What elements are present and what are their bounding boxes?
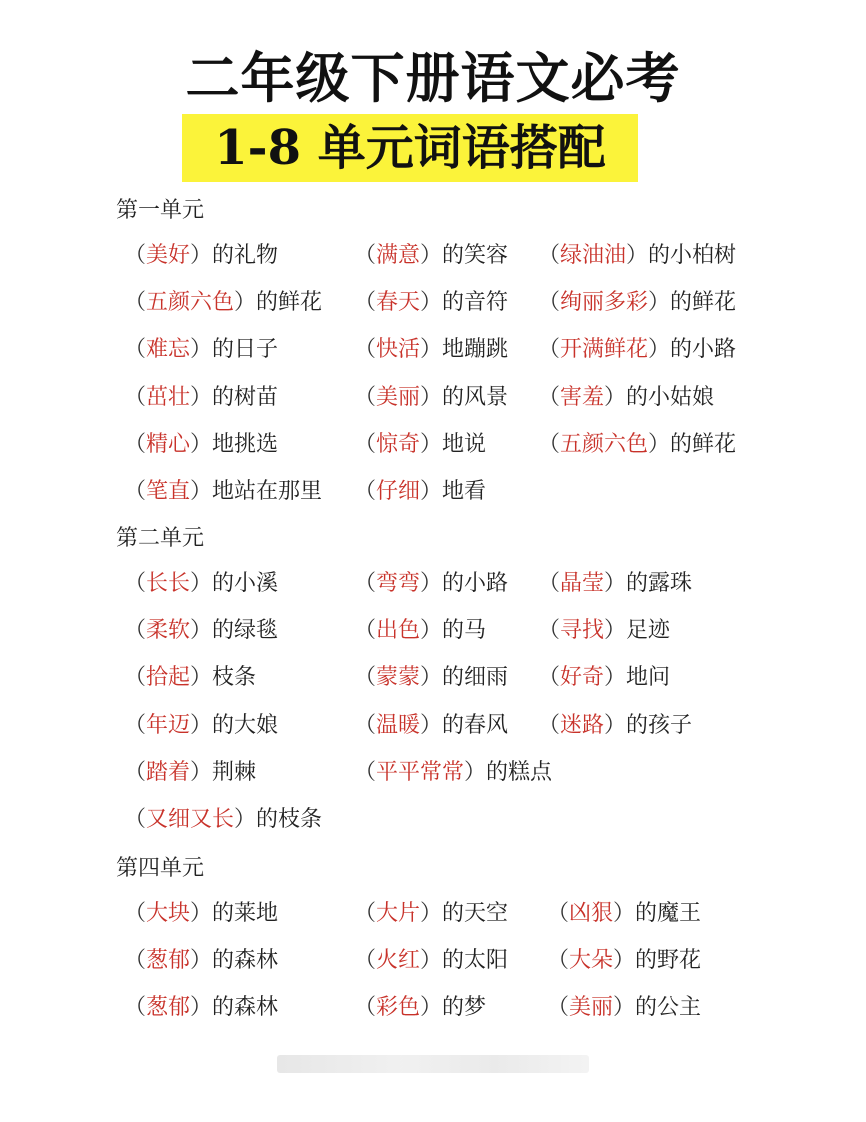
fill-word: 春天	[376, 290, 421, 316]
open-paren: （	[124, 807, 147, 832]
paired-phrase: 荆棘	[212, 759, 257, 785]
paired-phrase: 的森林	[212, 948, 279, 974]
open-paren: （	[538, 431, 561, 457]
close-paren: ）	[190, 384, 213, 410]
paired-phrase: 的小路	[442, 571, 509, 596]
open-paren: （	[538, 618, 561, 644]
close-paren: ）	[420, 479, 443, 504]
pairing-row	[0, 710, 866, 742]
fill-word: 好奇	[560, 665, 605, 691]
pairing-row	[0, 945, 866, 977]
open-paren: （	[547, 995, 570, 1021]
pairing-row	[0, 382, 866, 414]
fill-word: 五颜六色	[146, 290, 235, 316]
open-paren: （	[124, 995, 147, 1021]
pairing-row	[0, 568, 866, 600]
paired-phrase: 的露珠	[626, 571, 693, 596]
fill-word: 笔直	[146, 479, 191, 504]
word-pairing	[124, 662, 256, 694]
fill-word: 葱郁	[146, 948, 191, 974]
open-paren: （	[354, 995, 377, 1021]
word-pairing	[538, 382, 714, 414]
open-paren: （	[124, 759, 147, 785]
close-paren: ）	[420, 712, 443, 738]
open-paren: （	[124, 479, 147, 504]
open-paren: （	[538, 290, 561, 316]
word-pairing	[354, 615, 486, 647]
close-paren: ）	[190, 901, 213, 926]
section-heading: 第一单元	[116, 198, 205, 223]
fill-word: 葱郁	[146, 995, 191, 1021]
paired-phrase: 地看	[442, 479, 487, 504]
close-paren: ）	[190, 618, 213, 644]
word-pairing	[538, 662, 670, 694]
open-paren: （	[124, 431, 147, 457]
paired-phrase: 的鲜花	[670, 431, 737, 457]
pairing-row	[0, 287, 866, 319]
fill-word: 五颜六色	[560, 431, 649, 457]
paired-phrase: 的天空	[442, 901, 509, 926]
close-paren: ）	[613, 901, 636, 926]
fill-word: 仔细	[376, 479, 421, 504]
paired-phrase: 地挑选	[212, 431, 279, 457]
fill-word: 难忘	[146, 337, 191, 363]
close-paren: ）	[464, 759, 487, 785]
open-paren: （	[354, 712, 377, 738]
pairing-row	[0, 334, 866, 366]
open-paren: （	[354, 901, 377, 926]
close-paren: ）	[234, 290, 257, 316]
word-pairing	[124, 334, 278, 366]
fill-word: 美丽	[569, 995, 614, 1021]
fill-word: 又细又长	[146, 807, 235, 832]
close-paren: ）	[190, 665, 213, 691]
word-pairing	[538, 287, 736, 319]
close-paren: ）	[420, 384, 443, 410]
close-paren: ）	[420, 665, 443, 691]
open-paren: （	[538, 337, 561, 363]
fill-word: 柔软	[146, 618, 191, 644]
fill-word: 晶莹	[560, 571, 605, 596]
fill-word: 精心	[146, 431, 191, 457]
close-paren: ）	[420, 243, 443, 268]
subtitle-highlight	[182, 114, 638, 182]
page-subtitle: 1-8 单元词语搭配	[214, 120, 606, 176]
close-paren: ）	[648, 337, 671, 363]
close-paren: ）	[420, 948, 443, 974]
close-paren: ）	[420, 337, 443, 363]
pairing-row	[0, 757, 866, 789]
section-heading: 第四单元	[116, 856, 205, 881]
fill-word: 出色	[376, 618, 421, 644]
word-pairing	[354, 757, 552, 789]
word-pairing	[538, 615, 670, 647]
word-pairing	[124, 382, 278, 414]
word-pairing	[354, 898, 508, 930]
paired-phrase: 的细雨	[442, 665, 509, 691]
paired-phrase: 的莱地	[212, 901, 279, 926]
word-pairing	[124, 757, 256, 789]
word-pairing	[354, 240, 508, 272]
word-pairing	[124, 429, 278, 461]
word-pairing	[124, 287, 322, 319]
close-paren: ）	[190, 995, 213, 1021]
word-pairing	[538, 429, 736, 461]
fill-word: 茁壮	[146, 384, 191, 410]
fill-word: 火红	[376, 948, 421, 974]
close-paren: ）	[190, 479, 213, 504]
close-paren: ）	[190, 948, 213, 974]
open-paren: （	[354, 618, 377, 644]
close-paren: ）	[190, 759, 213, 785]
open-paren: （	[354, 759, 377, 785]
fill-word: 害羞	[560, 384, 605, 410]
open-paren: （	[354, 243, 377, 268]
word-pairing	[124, 240, 278, 272]
close-paren: ）	[613, 948, 636, 974]
word-pairing	[124, 568, 278, 600]
open-paren: （	[124, 665, 147, 691]
fill-word: 凶狠	[569, 901, 614, 926]
fill-word: 弯弯	[376, 571, 421, 596]
fill-word: 平平常常	[376, 759, 465, 785]
paired-phrase: 的鲜花	[256, 290, 323, 316]
paired-phrase: 的森林	[212, 995, 279, 1021]
paired-phrase: 枝条	[212, 665, 257, 691]
pairing-row	[0, 898, 866, 930]
close-paren: ）	[420, 995, 443, 1021]
paired-phrase: 的日子	[212, 337, 279, 363]
paired-phrase: 地问	[626, 665, 671, 691]
word-pairing	[124, 898, 278, 930]
close-paren: ）	[190, 571, 213, 596]
close-paren: ）	[190, 243, 213, 268]
word-pairing	[354, 945, 508, 977]
paired-phrase: 的太阳	[442, 948, 509, 974]
close-paren: ）	[234, 807, 257, 832]
open-paren: （	[124, 901, 147, 926]
word-pairing	[124, 992, 278, 1024]
paired-phrase: 的马	[442, 618, 487, 644]
paired-phrase: 的野花	[635, 948, 702, 974]
paired-phrase: 的绿毯	[212, 618, 279, 644]
word-pairing	[354, 334, 508, 366]
paired-phrase: 地蹦跳	[442, 337, 509, 363]
open-paren: （	[538, 384, 561, 410]
open-paren: （	[547, 901, 570, 926]
word-pairing	[354, 992, 486, 1024]
open-paren: （	[354, 431, 377, 457]
word-pairing	[538, 568, 692, 600]
paired-phrase: 的魔王	[635, 901, 702, 926]
fill-word: 绿油油	[560, 243, 627, 268]
open-paren: （	[124, 948, 147, 974]
close-paren: ）	[604, 618, 627, 644]
pairing-row	[0, 429, 866, 461]
open-paren: （	[538, 243, 561, 268]
close-paren: ）	[190, 712, 213, 738]
close-paren: ）	[420, 571, 443, 596]
paired-phrase: 的大娘	[212, 712, 279, 738]
paired-phrase: 的鲜花	[670, 290, 737, 316]
word-pairing	[547, 992, 701, 1024]
open-paren: （	[538, 665, 561, 691]
pairing-row	[0, 804, 866, 836]
word-pairing	[124, 945, 278, 977]
paired-phrase: 的孩子	[626, 712, 693, 738]
fill-word: 寻找	[560, 618, 605, 644]
word-pairing	[354, 429, 486, 461]
paired-phrase: 的糕点	[486, 759, 553, 785]
fill-word: 长长	[146, 571, 191, 596]
close-paren: ）	[613, 995, 636, 1021]
paired-phrase: 的梦	[442, 995, 487, 1021]
close-paren: ）	[626, 243, 649, 268]
fill-word: 温暖	[376, 712, 421, 738]
open-paren: （	[124, 384, 147, 410]
fill-word: 拾起	[146, 665, 191, 691]
word-pairing	[124, 476, 322, 508]
paired-phrase: 地站在那里	[212, 479, 323, 504]
fill-word: 快活	[376, 337, 421, 363]
close-paren: ）	[604, 571, 627, 596]
close-paren: ）	[420, 431, 443, 457]
close-paren: ）	[420, 618, 443, 644]
paired-phrase: 的礼物	[212, 243, 279, 268]
open-paren: （	[124, 712, 147, 738]
paired-phrase: 地说	[442, 431, 487, 457]
fill-word: 大片	[376, 901, 421, 926]
paired-phrase: 的枝条	[256, 807, 323, 832]
fill-word: 惊奇	[376, 431, 421, 457]
open-paren: （	[354, 290, 377, 316]
fill-word: 满意	[376, 243, 421, 268]
page-title: 二年级下册语文必考	[185, 47, 681, 110]
close-paren: ）	[604, 665, 627, 691]
fill-word: 美好	[146, 243, 191, 268]
word-pairing	[354, 382, 508, 414]
paired-phrase: 的公主	[635, 995, 702, 1021]
open-paren: （	[354, 337, 377, 363]
open-paren: （	[124, 337, 147, 363]
pairing-row	[0, 240, 866, 272]
fill-word: 绚丽多彩	[560, 290, 649, 316]
pairing-row	[0, 662, 866, 694]
open-paren: （	[124, 571, 147, 596]
paired-phrase: 的风景	[442, 384, 509, 410]
close-paren: ）	[420, 290, 443, 316]
close-paren: ）	[604, 712, 627, 738]
open-paren: （	[124, 618, 147, 644]
fill-word: 开满鲜花	[560, 337, 649, 363]
paired-phrase: 的音符	[442, 290, 509, 316]
open-paren: （	[538, 571, 561, 596]
word-pairing	[354, 568, 508, 600]
word-pairing	[354, 476, 486, 508]
fill-word: 美丽	[376, 384, 421, 410]
word-pairing	[354, 710, 508, 742]
word-pairing	[547, 898, 701, 930]
close-paren: ）	[648, 431, 671, 457]
open-paren: （	[354, 571, 377, 596]
word-pairing	[538, 334, 736, 366]
fill-word: 迷路	[560, 712, 605, 738]
paired-phrase: 的小姑娘	[626, 384, 715, 410]
word-pairing	[124, 710, 278, 742]
fill-word: 踏着	[146, 759, 191, 785]
open-paren: （	[354, 665, 377, 691]
paired-phrase: 的春风	[442, 712, 509, 738]
close-paren: ）	[604, 384, 627, 410]
word-pairing	[124, 804, 322, 836]
paired-phrase: 的小路	[670, 337, 737, 363]
fill-word: 年迈	[146, 712, 191, 738]
close-paren: ）	[420, 901, 443, 926]
pairing-row	[0, 992, 866, 1024]
open-paren: （	[547, 948, 570, 974]
pairing-row	[0, 615, 866, 647]
word-pairing	[547, 945, 701, 977]
open-paren: （	[124, 243, 147, 268]
open-paren: （	[538, 712, 561, 738]
word-pairing	[538, 710, 692, 742]
fill-word: 大朵	[569, 948, 614, 974]
open-paren: （	[354, 384, 377, 410]
paired-phrase: 的小柏树	[648, 243, 737, 268]
word-pairing	[124, 615, 278, 647]
paired-phrase: 的笑容	[442, 243, 509, 268]
word-pairing	[354, 662, 508, 694]
open-paren: （	[354, 948, 377, 974]
open-paren: （	[354, 479, 377, 504]
paired-phrase: 足迹	[626, 618, 671, 644]
close-paren: ）	[190, 337, 213, 363]
blurred-watermark	[277, 1055, 589, 1073]
section-heading: 第二单元	[116, 526, 205, 551]
fill-word: 彩色	[376, 995, 421, 1021]
paired-phrase: 的树苗	[212, 384, 279, 410]
pairing-row	[0, 476, 866, 508]
close-paren: ）	[190, 431, 213, 457]
word-pairing	[538, 240, 736, 272]
open-paren: （	[124, 290, 147, 316]
fill-word: 蒙蒙	[376, 665, 421, 691]
fill-word: 大块	[146, 901, 191, 926]
close-paren: ）	[648, 290, 671, 316]
paired-phrase: 的小溪	[212, 571, 279, 596]
word-pairing	[354, 287, 508, 319]
